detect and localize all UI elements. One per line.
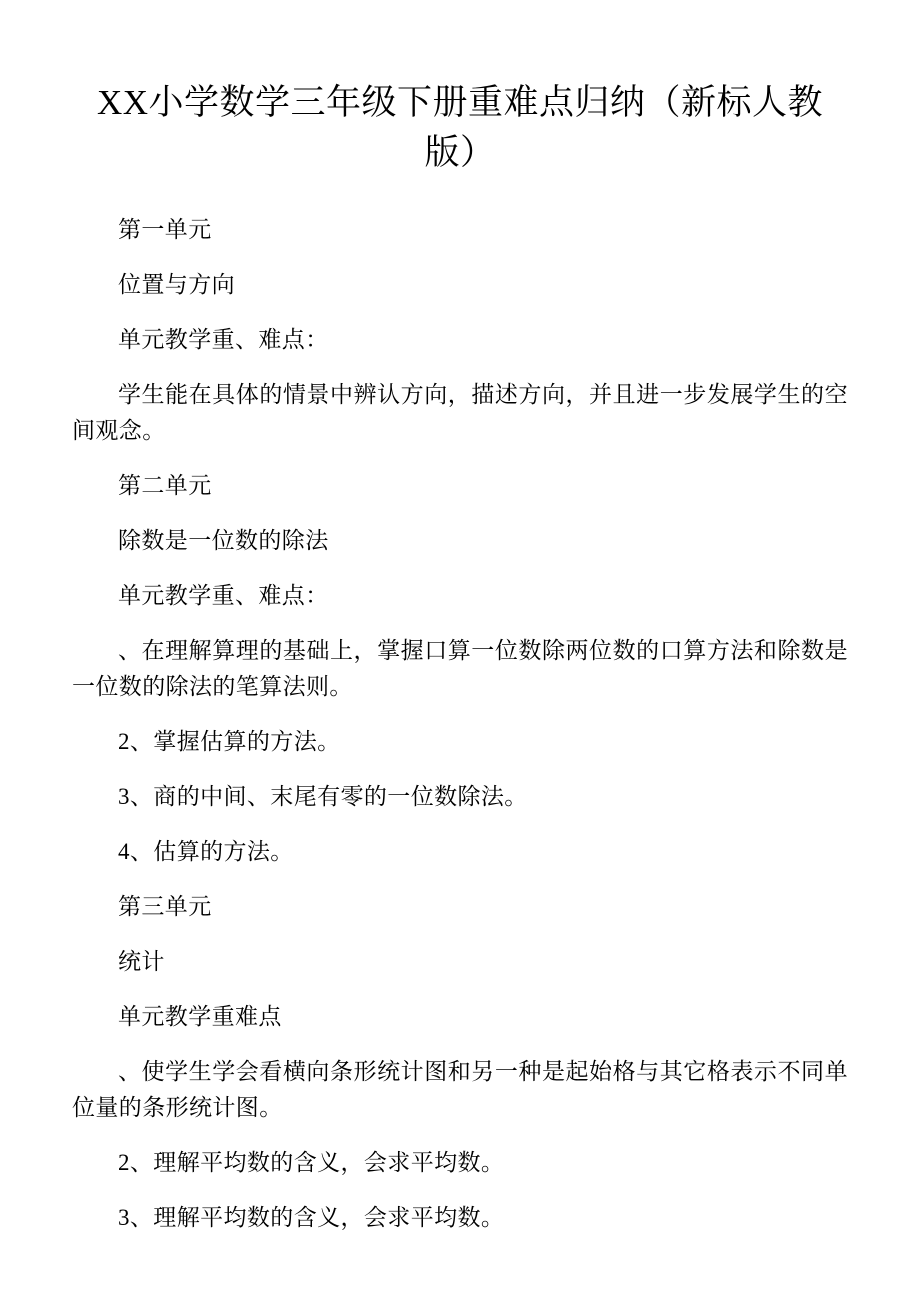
document-body [72, 212, 848, 1236]
paragraph: 第二单元 [118, 473, 212, 498]
paragraph: 统计 [118, 949, 165, 974]
paragraph: 2、掌握估算的方法。 [118, 729, 341, 754]
paragraph: 单元教学重、难点： [118, 327, 329, 352]
paragraph: 4、估算的方法。 [118, 839, 294, 864]
paragraph: 除数是一位数的除法 [118, 528, 329, 553]
paragraph: 第三单元 [118, 894, 212, 919]
paragraph: 单元教学重、难点： [118, 583, 329, 608]
paragraph: 3、理解平均数的含义，会求平均数。 [118, 1205, 505, 1230]
page-title: XX小学数学三年级下册重难点归纳（新标人教版） [96, 83, 824, 172]
paragraph: 、在理解算理的基础上，掌握口算一位数除两位数的口算方法和除数是一位数的除法的笔算法则。 [72, 638, 848, 699]
paragraph: 、使学生学会看横向条形统计图和另一种是起始格与其它格表示不同单位量的条形统计图。 [72, 1059, 848, 1120]
paragraph: 2、理解平均数的含义，会求平均数。 [118, 1150, 505, 1175]
paragraph: 学生能在具体的情景中辨认方向，描述方向，并且进一步发展学生的空间观念。 [72, 382, 848, 443]
paragraph: 第一单元 [118, 217, 212, 242]
paragraph: 3、商的中间、末尾有零的一位数除法。 [118, 784, 528, 809]
paragraph: 位置与方向 [118, 272, 235, 297]
paragraph: 单元教学重难点 [118, 1004, 282, 1029]
